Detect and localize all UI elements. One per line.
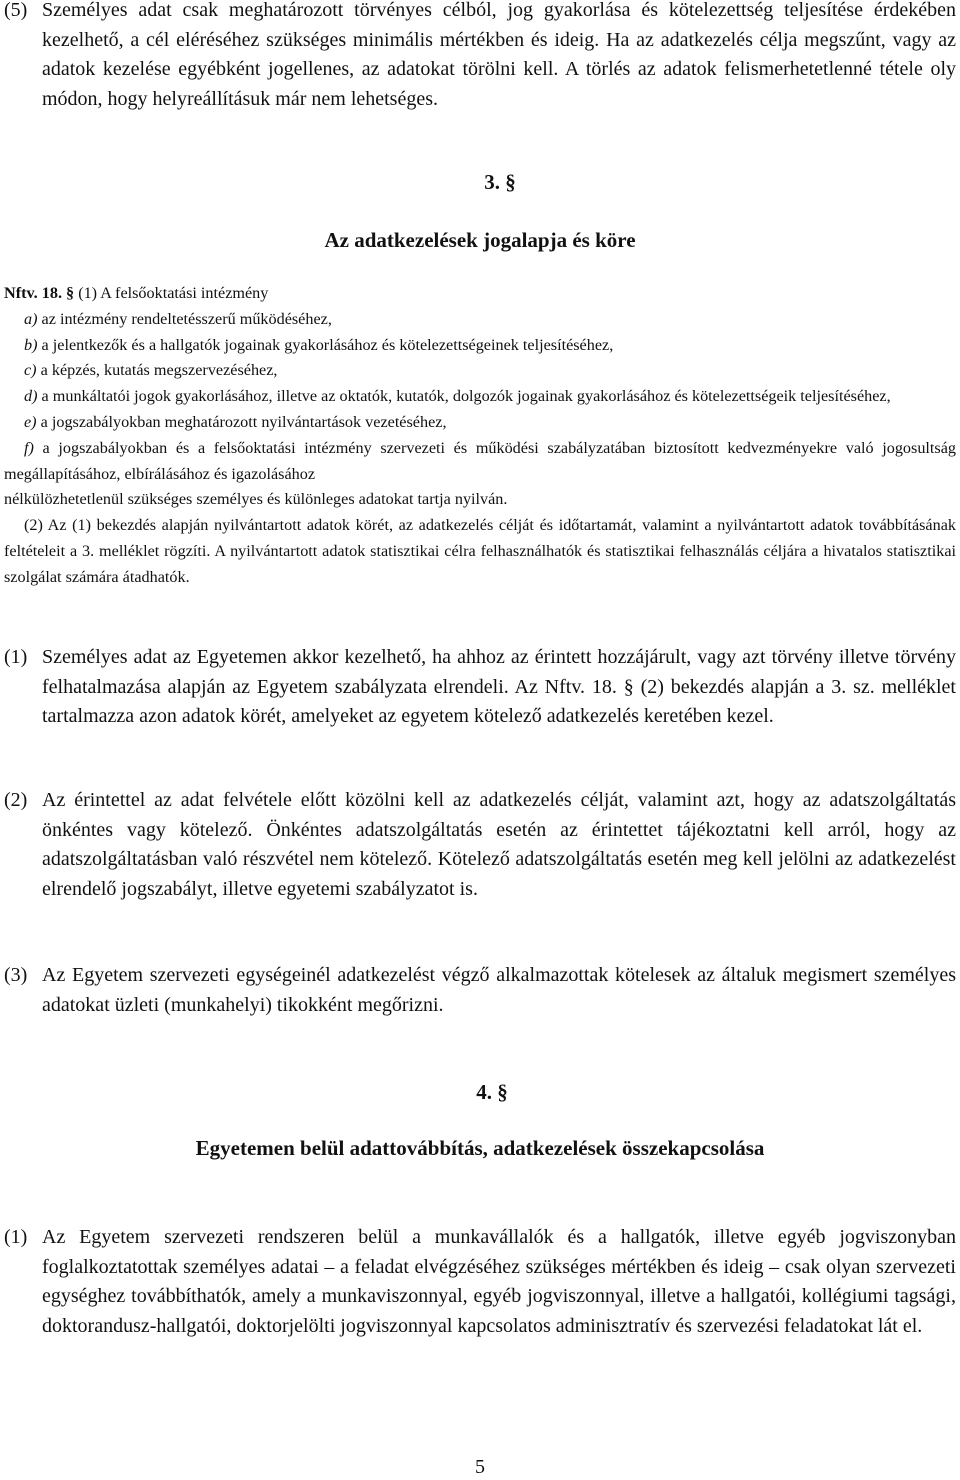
paragraph-number: (1): [4, 646, 28, 668]
section-4-number: 4. §: [476, 1080, 508, 1104]
paragraph-text: Személyes adat az Egyetemen akkor kezelhető, ha ahhoz az érintett hozzájárult, vagy azt törvény illetve törvény felhatalmazása alapján az Egyetem szabályzata elrendeli. Az Nftv. 18. § (2) bekezdés alapján a 3. sz. melléklet tartalmazza azon adatok körét, amelyeket az egyetem kötelező adatkezelés keretében kezel.: [42, 646, 956, 727]
sec3-paragraph-3: [4, 961, 956, 1020]
paragraph-text: Az érintettel az adat felvétele előtt közölni kell az adatkezelés célját, valamint azt, hogy az adatszolgáltatás önkéntes vagy kötelező. Önkéntes adatszolgáltatás esetén az érintettet tájékoztatni kell arról, hogy az adatszolgáltatásban való részvétel nem kötelező. Kötelező adatszolgáltatás esetén meg kell jelölni az adatkezelést elrendelő jogszabályt, illetve egyetemi szabályzatot is.: [42, 789, 956, 900]
paragraph-text: Az Egyetem szervezeti egységeinél adatkezelést végző alkalmazottak kötelesek az általuk megismert személyes adatokat üzleti (munkahelyi) tikokként megőrizni.: [42, 964, 956, 1016]
paragraph-number: (1): [4, 1226, 28, 1248]
law-item-f: [4, 436, 956, 488]
item-text: a jogszabályokban meghatározott nyilvántartások vezetéséhez,: [40, 412, 447, 431]
sec4-paragraph-1: [4, 1223, 956, 1341]
item-text: a jogszabályokban és a felsőoktatási intézmény szervezeti és működési szabályzatában biztosított kedvezményekre való jogosultság megállapításához, elbírálásához és igazolásához: [4, 438, 956, 483]
law-item-d: [4, 384, 956, 410]
item-text: az intézmény rendeltetésszerű működéséhez,: [41, 309, 332, 328]
law-item-e: [4, 410, 956, 436]
item-label: b): [24, 335, 38, 354]
item-label: e): [24, 412, 37, 431]
item-text: a jelentkezők és a hallgatók jogainak gyakorlásához és kötelezettségeinek teljesítéséhez,: [41, 335, 614, 354]
page-number: 5: [475, 1456, 485, 1478]
item-label: a): [24, 309, 38, 328]
section-4-title: Egyetemen belül adattovábbítás, adatkezelések összekapcsolása: [195, 1136, 765, 1160]
paragraph-text: Személyes adat csak meghatározott törvényes célból, jog gyakorlása és kötelezettség teljesítése érdekében kezelhető, a cél eléréséhez szükséges minimális mértékben és ideig. Ha az adatkezelés célja megszűnt, vagy az adatok kezelése egyébként jogellenes, az adatokat törölni kell. A törlés az adatok felismerhetetlenné tétele oly módon, hogy helyreállításuk már nem lehetséges.: [42, 0, 956, 110]
law-item-b: [4, 333, 956, 359]
law-item-c: [4, 358, 956, 384]
law-intro: (1) A felsőoktatási intézmény: [78, 284, 269, 302]
law-item-a: [4, 307, 956, 333]
section-3-number: 3. §: [484, 170, 516, 194]
item-text: a munkáltatói jogok gyakorlásához, illetve az oktatók, kutatók, dolgozók jogainak gyakorlásához és kötelezettségeik teljesítéséhez,: [41, 387, 891, 406]
law-closing: nélkülözhetetlenül szükséges személyes és különleges adatokat tartja nyilván.: [4, 490, 508, 509]
paragraph-5: [4, 0, 956, 114]
law-paragraph-2: (2) Az (1) bekezdés alapján nyilvántartott adatok körét, az adatkezelés célját és időtartamát, valamint a nyilvántartott adatok továbbításának feltételeit a 3. melléklet rögzíti. A nyilvántartott adatok statisztikai célra felhasználhatók és statisztikai felhasználás céljára a hivatalos statisztikai szolgálat számára átadhatók.: [4, 516, 956, 586]
paragraph-number: (5): [4, 0, 28, 21]
item-label: f): [24, 438, 34, 457]
paragraph-text: Az Egyetem szervezeti rendszeren belül a munkavállalók és a hallgatók, illetve egyéb jogviszonyban foglalkoztatottak személyes adatai – a feladat elvégzéséhez szükséges mértékben és ideig – csak olyan szervezeti egységhez továbbíthatók, amely a munkaviszonnyal, egyéb jogviszonnyal, illetve a hallgatói, kollégiumi tagsági, doktorandusz-hallgatói, doktorjelölti jogviszonnyal kapcsolatos adminisztratív és szervezési feladatokat lát el.: [42, 1226, 956, 1337]
section-3-title: Az adatkezelések jogalapja és köre: [324, 228, 636, 252]
paragraph-number: (3): [4, 964, 28, 986]
item-text: a képzés, kutatás megszervezéséhez,: [40, 361, 278, 380]
item-label: c): [24, 361, 37, 380]
item-label: d): [24, 387, 38, 406]
sec3-paragraph-1: [4, 643, 956, 732]
sec3-paragraph-2: [4, 786, 956, 904]
law-reference: Nftv. 18. §: [4, 284, 75, 302]
law-quotation: [4, 281, 956, 591]
paragraph-number: (2): [4, 789, 28, 811]
